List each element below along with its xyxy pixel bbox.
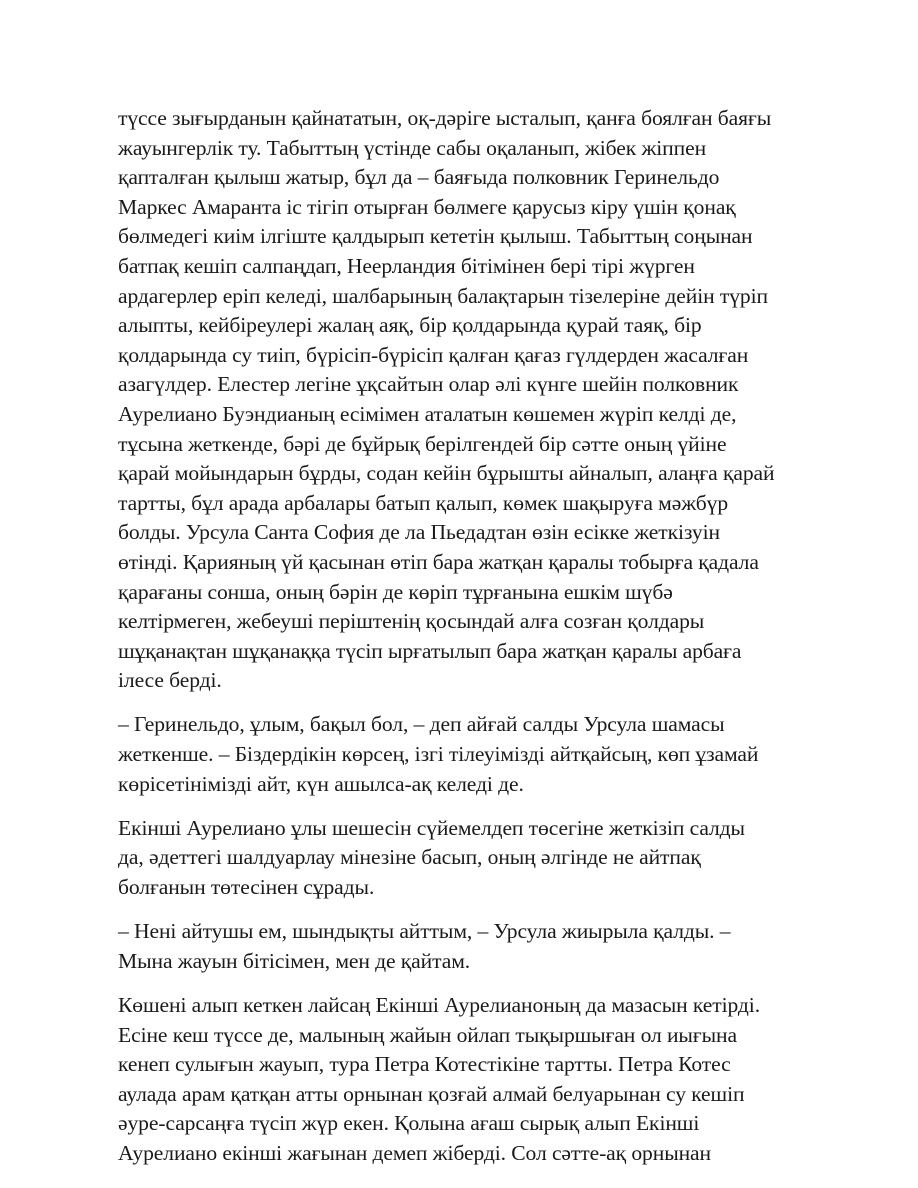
- text-line: – Геринельдо, ұлым, бақыл бол, – деп айғай салды Урсула шамасы: [118, 712, 725, 737]
- text-line: алыпты, кейбіреулері жалаң аяқ, бір қолдарында қурай таяқ, бір: [118, 313, 702, 338]
- text-line: қарағаны сонша, оның бәрін де көріп тұрғанына ешкім шүбә: [118, 579, 673, 604]
- text-line: тұсына жеткенде, бәрі де бұйрық берілгендей бір сәтте оның үйіне: [118, 431, 727, 456]
- text-line: тартты, бұл арада арбалары батып қалып, көмек шақыруға мәжбүр: [118, 490, 729, 515]
- text-line: Аурелиано екінші жағынан демеп жіберді. Сол сәтте-ақ орнынан: [118, 1140, 711, 1165]
- text-line: қарай мойындарын бұрды, содан кейін бұрышты айналып, алаңға қарай: [118, 461, 775, 486]
- text-line: келтірмеген, жебеуші періштенің қосындай алға созған қолдары: [118, 609, 705, 634]
- text-line: азагүлдер. Елестер легіне ұқсайтын олар әлі күнге шейін полковник: [118, 372, 739, 397]
- text-line: әуре-сарсаңға түсіп жүр екен. Қолына ағаш сырық алып Екінші: [118, 1111, 700, 1136]
- text-line: батпақ кешіп салпаңдап, Неерландия бітімінен бері тірі жүрген: [118, 253, 695, 278]
- text-line: – Нені айтушы ем, шындықты айттым, – Урсула жиырыла қалды. –: [118, 919, 731, 944]
- text-line: қапталған қылыш жатыр, бұл да – баяғыда полковник Геринельдо: [118, 165, 720, 190]
- text-line: ардагерлер еріп келеді, шалбарының балақтарын тізелеріне дейін түріп: [118, 283, 768, 308]
- text-line: ілесе берді.: [118, 668, 222, 693]
- text-line: Екінші Аурелиано ұлы шешесін сүйемелдеп төсегіне жеткізіп салды: [118, 815, 745, 840]
- text-line: Есіне кеш түссе де, малының жайын ойлап тықыршыған ол иығына: [118, 1022, 737, 1047]
- text-line: Мына жауын бітісімен, мен де қайтам.: [118, 948, 471, 973]
- text-line: Маркес Амаранта іс тігіп отырған бөлмеге қарусыз кіру үшін қонақ: [118, 194, 736, 219]
- text-line: өтінді. Қарияның үй қасынан өтіп бара жатқан қаралы тобырға қадала: [118, 549, 759, 574]
- text-line: да, әдеттегі шалдуарлау мінезіне басып, оның әлгінде не айтпақ: [118, 845, 701, 870]
- text-line: жеткенше. – Біздердікін көрсең, ізгі тілеуімізді айтқайсың, көп ұзамай: [118, 742, 759, 767]
- text-line: түссе зығырданын қайнататын, оқ-дәріге ысталып, қанға боялған баяғы: [118, 106, 772, 130]
- text-line: болғанын төтесінен сұрады.: [118, 875, 375, 900]
- text-line: Аурелиано Буэндианың есімімен аталатын көшемен жүріп келді де,: [118, 401, 737, 426]
- text-line: шұқанақтан шұқанаққа түсіп ырғатылып бара жатқан қаралы арбаға: [118, 638, 742, 663]
- paragraph-funeral-procession: [118, 104, 818, 696]
- paragraph-ursula-reply: [118, 917, 818, 976]
- text-line: аулада арам қатқан атты орнынан қозғай алмай белуарынан су кешіп: [118, 1081, 745, 1106]
- text-line: көрісетінімізді айт, күн ашылса-ақ келеді де.: [118, 771, 524, 796]
- paragraph-ursula-farewell: [118, 710, 818, 799]
- text-line: қолдарында су тиіп, бүрісіп-бүрісіп қалған қағаз гүлдерден жасалған: [118, 342, 749, 367]
- text-line: жауынгерлік ту. Табыттың үстінде сабы оқаланып, жібек жіппен: [118, 135, 707, 160]
- text-line: бөлмедегі киім ілгіште қалдырып кететін қылыш. Табыттың соңынан: [118, 224, 753, 249]
- document-page: [118, 104, 818, 1183]
- paragraph-petra-cotes: [118, 991, 818, 1169]
- text-line: болды. Урсула Санта София де ла Пьедадтан өзін есікке жеткізуін: [118, 520, 720, 545]
- paragraph-aureliano-question: [118, 814, 818, 903]
- text-line: кенеп сулығын жауып, тура Петра Котестікіне тартты. Петра Котес: [118, 1052, 731, 1077]
- text-line: Көшені алып кеткен лайсаң Екінші Аурелианоның да мазасын кетірді.: [118, 993, 760, 1017]
